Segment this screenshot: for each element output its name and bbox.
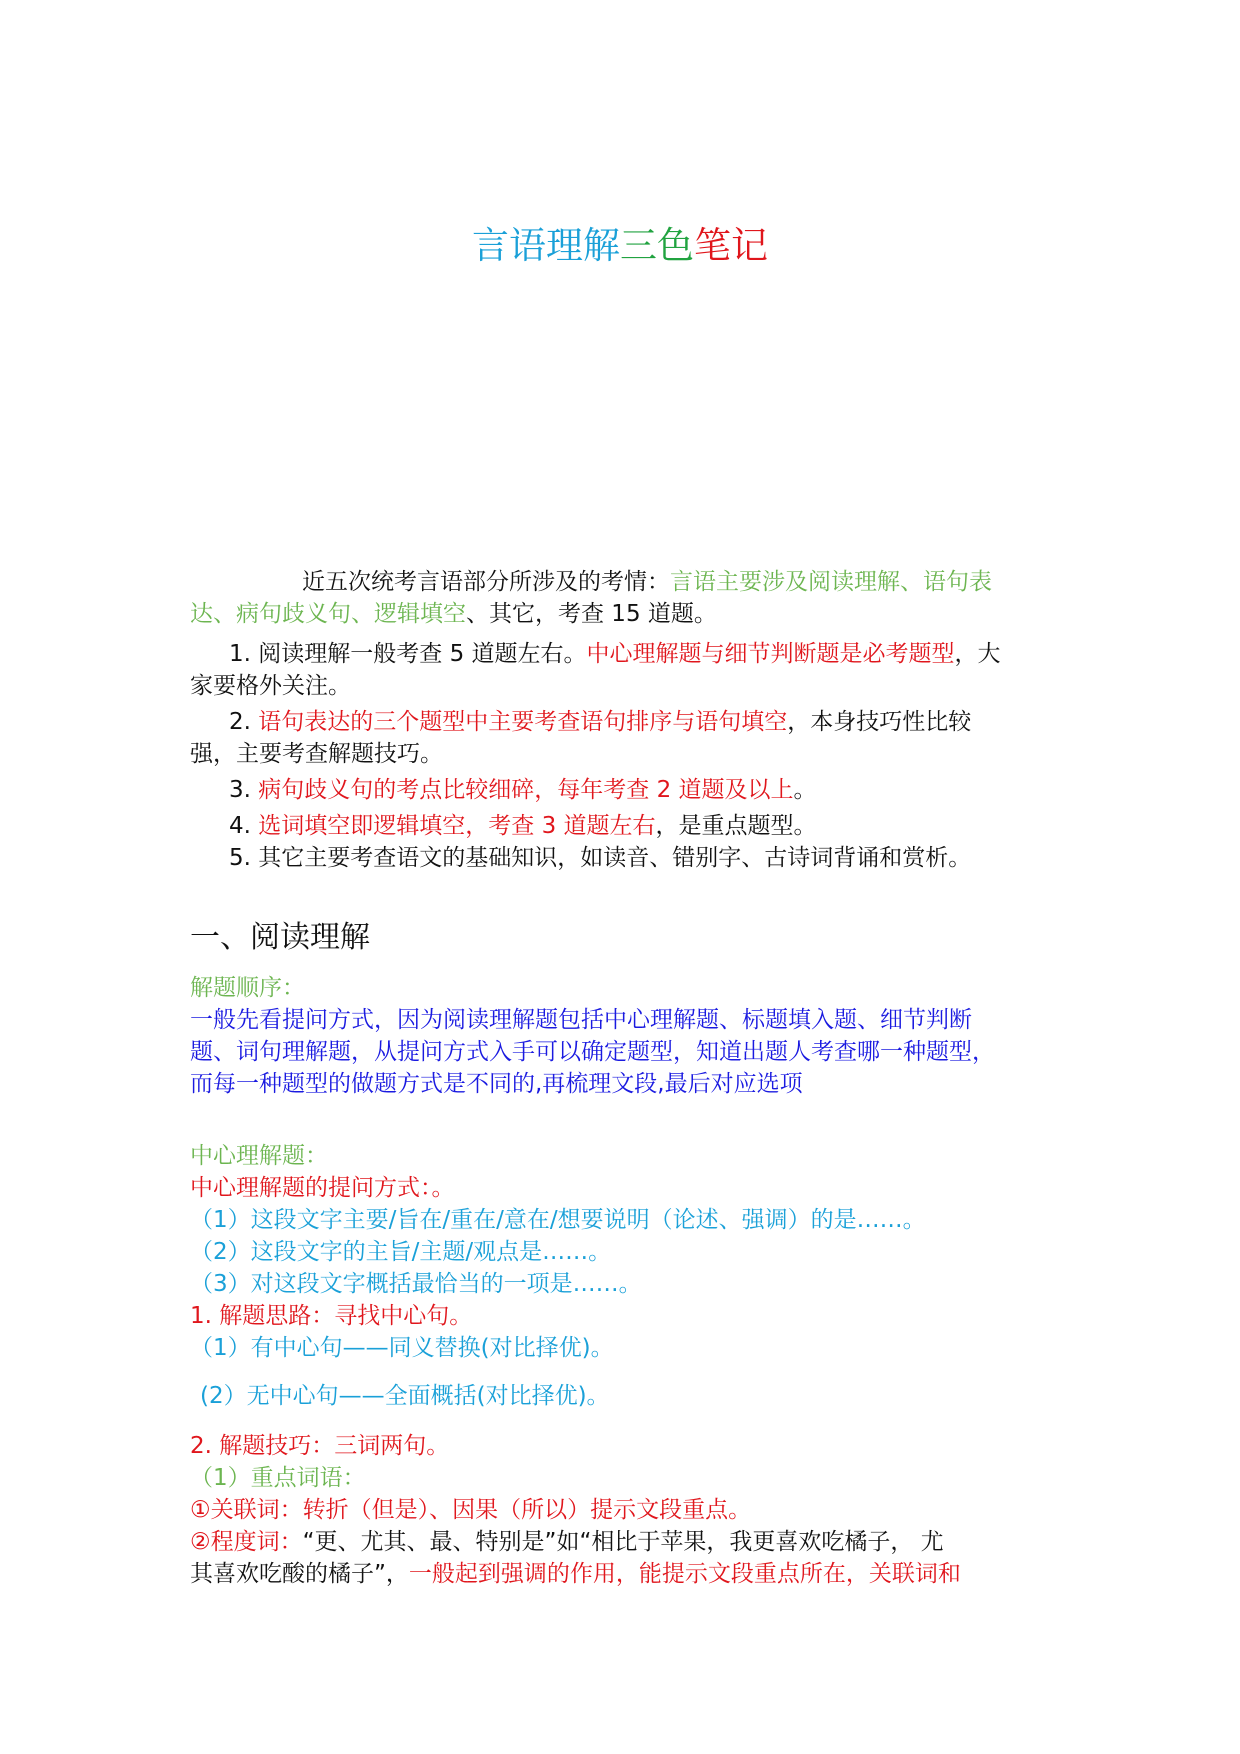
- keyword-2-text: 其喜欢吃酸的橘子”，: [190, 1561, 409, 1587]
- order-text-1: 一般先看提问方式，因为阅读理解题包括中心理解题、标题填入题、细节判断: [190, 1007, 972, 1033]
- item-highlight: 病句歧义句的考点比较细碎，每年考查 2 道题及以上: [258, 777, 794, 803]
- ask-item-2: （2）这段文字的主旨/主题/观点是……。: [190, 1239, 612, 1265]
- ask-label: 中心理解题的提问方式：。: [190, 1175, 455, 1201]
- intro-text: 近五次统考言语部分所涉及的考情：: [302, 569, 670, 595]
- item-number: 2.: [229, 709, 259, 735]
- idea-item-2: (2）无中心句——全面概括(对比择优)。: [200, 1383, 610, 1409]
- order-label: 解题顺序：: [190, 975, 305, 1001]
- item-3: [229, 774, 1109, 806]
- item-text: 1. 阅读理解一般考查 5 道题左右。: [229, 641, 587, 667]
- skill-label: 2. 解题技巧：三词两句。: [190, 1433, 450, 1459]
- ask-item-1: （1）这段文字主要/旨在/重在/意在/想要说明（论述、强调）的是……。: [190, 1207, 926, 1233]
- item-number: 4.: [229, 813, 259, 839]
- item-4: [229, 810, 1109, 842]
- item-highlight: 选词填空即逻辑填空，考查 3 道题左右: [258, 813, 656, 839]
- title-part-1: 言语理解: [472, 224, 620, 267]
- keyword-2-cont: [190, 1558, 1070, 1590]
- intro-line-2: [190, 598, 1070, 630]
- section-heading: 一、阅读理解: [190, 920, 370, 955]
- item-number: 3.: [229, 777, 259, 803]
- title-part-2: 三色: [620, 224, 694, 267]
- keyword-2: [190, 1526, 1070, 1558]
- keyword-1: ①关联词：转折（但是）、因果（所以）提示文段重点。: [190, 1497, 752, 1523]
- item-2: [229, 706, 1109, 738]
- idea-label: 1. 解题思路：寻找中心句。: [190, 1303, 473, 1329]
- central-label: 中心理解题：: [190, 1143, 328, 1169]
- item-1-cont: 家要格外关注。: [190, 673, 351, 699]
- intro-highlight: 言语主要涉及阅读理解、语句表: [670, 569, 992, 595]
- order-text-2: 题、词句理解题，从提问方式入手可以确定题型，知道出题人考查哪一种题型，: [190, 1039, 995, 1065]
- keyword-2-highlight: 一般起到强调的作用，能提示文段重点所在，关联词和: [408, 1561, 961, 1587]
- item-highlight: 语句表达的三个题型中主要考查语句排序与语句填空: [258, 709, 788, 735]
- page-title: [0, 222, 1240, 270]
- item-2-cont: 强，主要考查解题技巧。: [190, 741, 443, 767]
- item-text: ，大: [954, 641, 1001, 667]
- item-text: ，是重点题型。: [655, 813, 817, 839]
- item-text: ，本身技巧性比较: [787, 709, 972, 735]
- intro-line-1: [302, 566, 1182, 598]
- keyword-label: （1）重点词语：: [190, 1465, 366, 1491]
- intro-highlight: 达、病句歧义句、逻辑填空: [190, 601, 466, 627]
- intro-text: 、其它，考查 15 道题。: [466, 601, 717, 627]
- item-5: 5. 其它主要考查语文的基础知识，如读音、错别字、古诗词背诵和赏析。: [229, 845, 972, 871]
- keyword-2-text: “更、尤其、最、特别是”如“相比于苹果，我更喜欢吃橘子， 尤: [302, 1529, 944, 1555]
- title-part-3: 笔记: [694, 224, 768, 267]
- order-text-3: 而每一种题型的做题方式是不同的,再梳理文段,最后对应选项: [190, 1071, 803, 1097]
- keyword-2-label: ②程度词：: [190, 1529, 303, 1555]
- item-highlight: 中心理解题与细节判断题是必考题型: [586, 641, 955, 667]
- item-1: [229, 638, 1109, 670]
- item-text: 。: [793, 777, 817, 803]
- idea-item-1: （1）有中心句——同义替换(对比择优)。: [190, 1335, 614, 1361]
- ask-item-3: （3）对这段文字概括最恰当的一项是……。: [190, 1271, 642, 1297]
